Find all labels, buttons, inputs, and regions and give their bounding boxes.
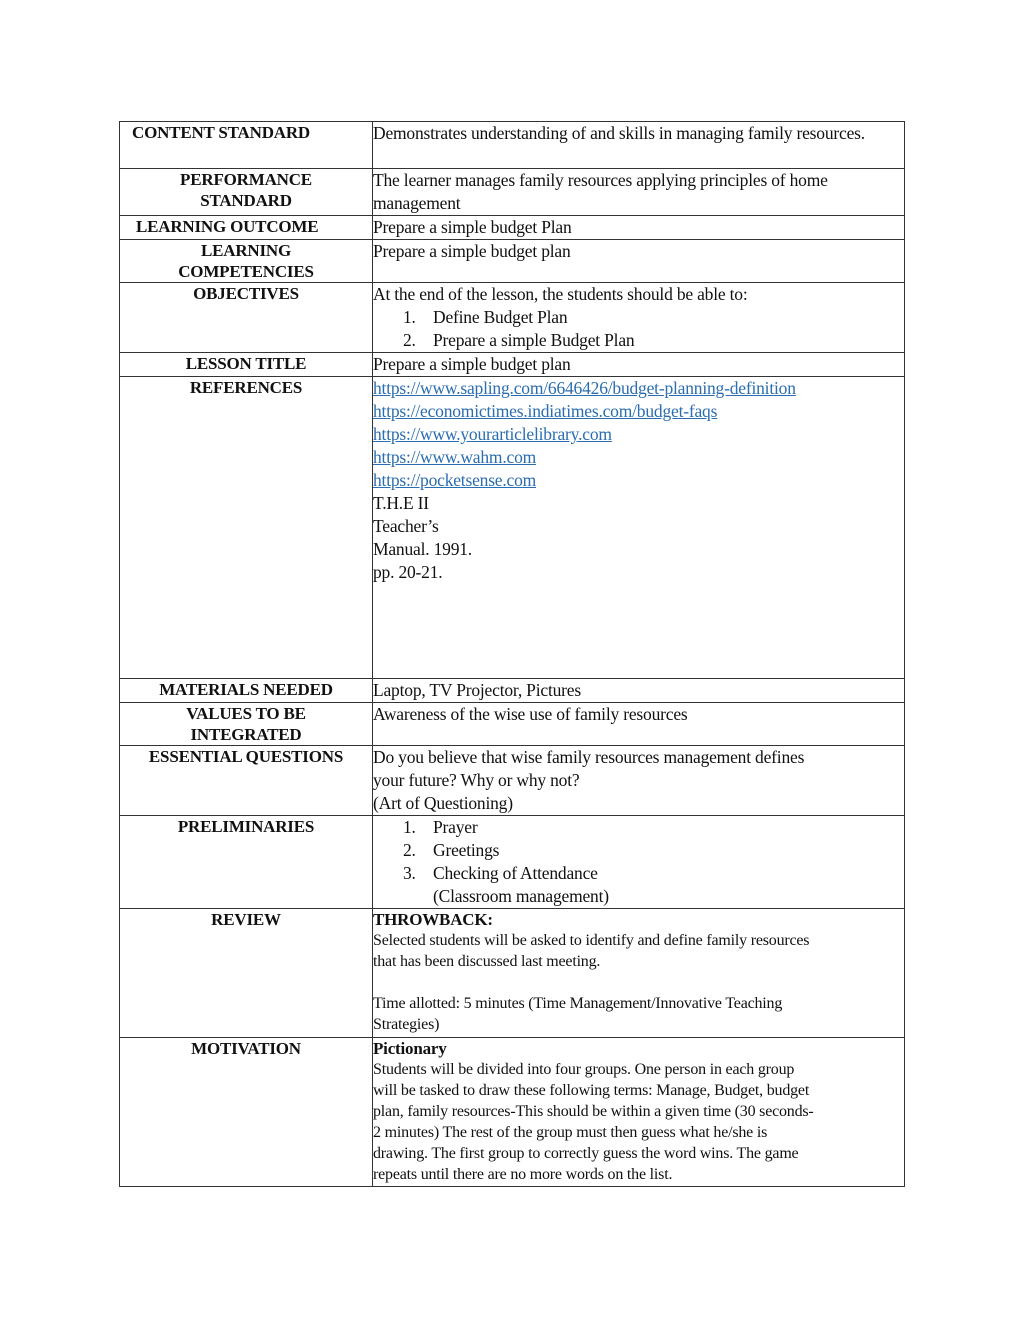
learning-competencies-label-line2: COMPETENCIES [178,262,314,281]
objective-item: 1. Define Budget Plan [403,307,568,327]
reference-text: T.H.E II [373,493,429,513]
objectives-intro: At the end of the lesson, the students should be able to: [373,284,748,304]
review-text: Selected students will be asked to identify and define family resources [373,932,810,949]
review-time: Time allotted: 5 minutes (Time Management/Innovative Teaching [373,995,783,1012]
motivation-text: repeats until there are no more words on the list. [373,1166,673,1183]
motivation-value [373,1038,905,1187]
review-text: that has been discussed last meeting. [373,953,601,970]
motivation-label: MOTIVATION [120,1038,373,1187]
reference-link[interactable]: https://www.sapling.com/6646426/budget-planning-definition [373,378,796,398]
reference-link[interactable]: https://economictimes.indiatimes.com/budget-faqs [373,401,718,421]
row-preliminaries [120,816,905,909]
performance-standard-label [120,169,373,216]
content-standard-label: CONTENT STANDARD [120,122,373,169]
objective-item: 2. Prepare a simple Budget Plan [403,330,635,350]
essential-questions-value [373,746,905,816]
row-references [120,377,905,679]
review-value [373,909,905,1038]
row-learning-competencies [120,240,905,283]
preliminaries-label: PRELIMINARIES [120,816,373,909]
review-label: REVIEW [120,909,373,1038]
references-value [373,377,905,679]
review-heading: THROWBACK: [373,910,493,929]
values-integrated-label-line2: INTEGRATED [190,725,302,744]
references-label: REFERENCES [120,377,373,679]
reference-text: Manual. 1991. [373,539,472,559]
row-objectives [120,283,905,353]
lesson-title-label: LESSON TITLE [120,353,373,377]
values-integrated-label [120,703,373,746]
essential-question-line: Do you believe that wise family resources management defines [373,747,805,767]
preliminaries-value [373,816,905,909]
motivation-text: 2 minutes) The rest of the group must then guess what he/she is [373,1124,768,1141]
preliminary-note: (Classroom management) [433,886,609,906]
preliminary-item: 3. Checking of Attendance [403,863,598,883]
content-standard-value: Demonstrates understanding of and skills in managing family resources. [373,122,905,169]
reference-link[interactable]: https://www.wahm.com [373,447,537,467]
reference-link[interactable]: https://pocketsense.com [373,470,537,490]
row-materials-needed [120,679,905,703]
performance-standard-label-line2: STANDARD [200,191,292,210]
learning-competencies-value: Prepare a simple budget plan [373,240,905,283]
preliminary-item: 1. Prayer [403,817,478,837]
row-lesson-title [120,353,905,377]
row-values-integrated [120,703,905,746]
performance-standard-label-line1: PERFORMANCE [180,170,312,189]
motivation-text: drawing. The first group to correctly guess the word wins. The game [373,1145,799,1162]
motivation-text: will be tasked to draw these following terms: Manage, Budget, budget [373,1082,810,1099]
materials-needed-label: MATERIALS NEEDED [120,679,373,703]
values-integrated-value: Awareness of the wise use of family resources [373,703,905,746]
lesson-plan-table [119,121,905,1187]
row-learning-outcome [120,216,905,240]
essential-questions-label: ESSENTIAL QUESTIONS [120,746,373,816]
review-time: Strategies) [373,1016,440,1033]
spacer [373,972,904,993]
essential-question-line: (Art of Questioning) [373,793,513,813]
reference-link[interactable]: https://www.yourarticlelibrary.com [373,424,612,444]
learning-outcome-value: Prepare a simple budget Plan [373,216,905,240]
row-motivation [120,1038,905,1187]
reference-text: Teacher’s [373,516,439,536]
objectives-value [373,283,905,353]
motivation-text: plan, family resources-This should be within a given time (30 seconds- [373,1103,814,1120]
essential-question-line: your future? Why or why not? [373,770,580,790]
performance-standard-value: The learner manages family resources applying principles of home management [373,169,905,216]
materials-needed-value: Laptop, TV Projector, Pictures [373,679,905,703]
row-content-standard [120,122,905,169]
row-essential-questions [120,746,905,816]
row-review [120,909,905,1038]
row-performance-standard [120,169,905,216]
learning-competencies-label-line1: LEARNING [200,241,292,260]
lesson-title-value: Prepare a simple budget plan [373,353,905,377]
learning-outcome-label: LEARNING OUTCOME [120,216,373,240]
reference-text: pp. 20-21. [373,562,443,582]
values-integrated-label-line1: VALUES TO BE [186,704,306,723]
motivation-heading: Pictionary [373,1039,447,1058]
objectives-label: OBJECTIVES [120,283,373,353]
motivation-text: Students will be divided into four groups. One person in each group [373,1061,795,1078]
learning-competencies-label [120,240,373,283]
preliminary-item: 2. Greetings [403,840,500,860]
